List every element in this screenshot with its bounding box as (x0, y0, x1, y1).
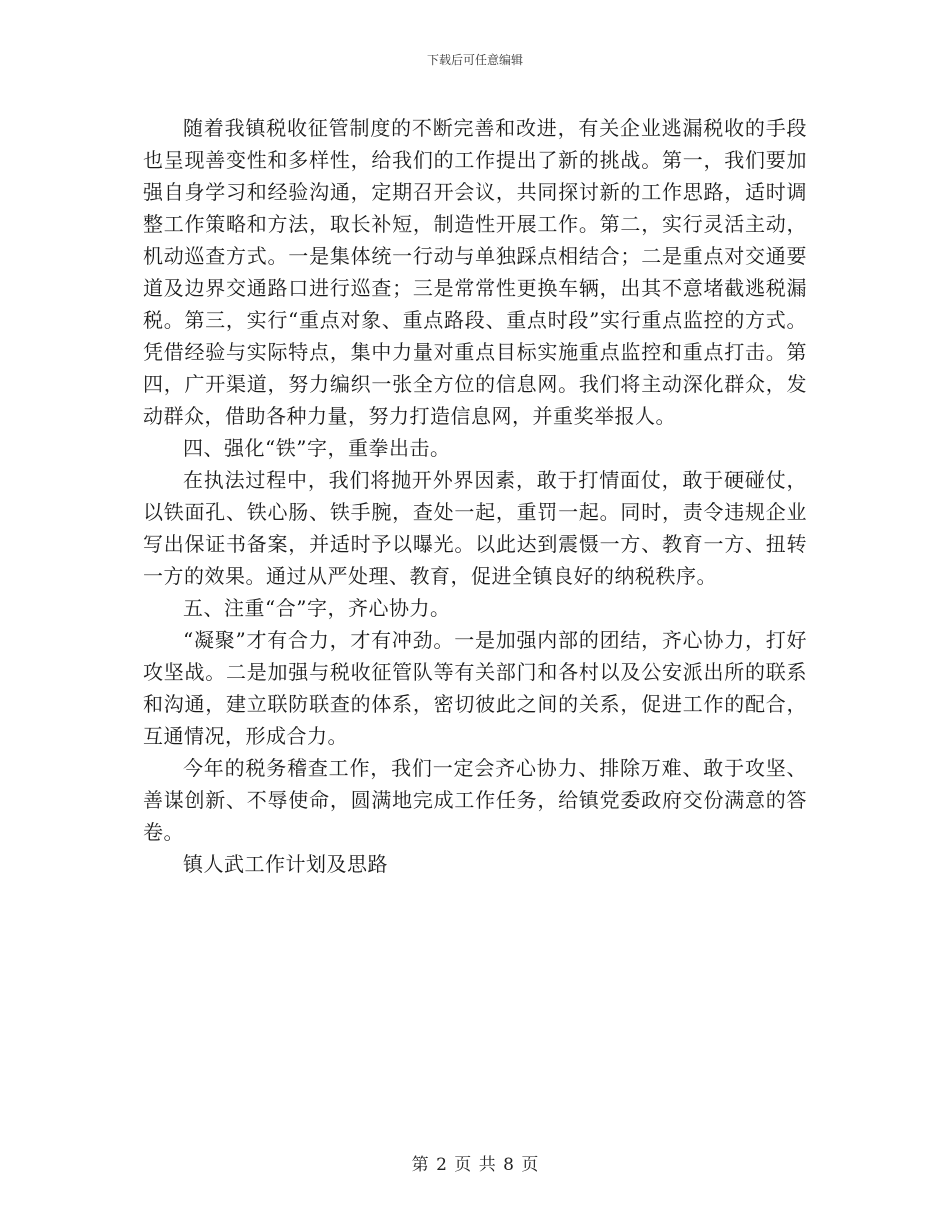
page-footer: 第 2 页 共 8 页 (411, 1155, 539, 1175)
paragraph-tax-inspection-methods: 随着我镇税收征管制度的不断完善和改进，有关企业逃漏税收的手段也呈现善变性和多样性，给我们的工作提出了新的挑战。第一，我们要加强自身学习和经验沟通，定期召开会议，共同探讨新的工作思路，适时调整工作策略和方法，取长补短，制造性开展工作。第二，实行灵活主动，机动巡查方式。一是集体统一行动与单独踩点相结合；二是重点对交通要道及边界交通路口进行巡查；三是常常性更换车辆，出其不意堵截逃税漏税。第三，实行“重点对象、重点路段、重点时段”实行重点监控的方式。凭借经验与实际特点，集中力量对重点目标实施重点监控和重点打击。第四，广开渠道，努力编织一张全方位的信息网。我们将主动深化群众，发动群众，借助各种力量，努力打造信息网，并重奖举报人。 (143, 116, 807, 428)
document-body (143, 112, 807, 880)
heading-section-four: 四、强化“铁”字，重拳出击。 (183, 436, 451, 460)
page-header: 下载后可任意编辑 (426, 53, 523, 67)
heading-section-five: 五、注重“合”字，齐心协力。 (183, 596, 451, 620)
paragraph-law-enforcement: 在执法过程中，我们将抛开外界因素，敢于打情面仗，敢于硬碰仗，以铁面孔、铁心肠、铁手腕，查处一起，重罚一起。同时，责令违规企业写出保证书备案，并适时予以曝光。以此达到震慑一方、教育一方、扭转一方的效果。通过从严处理、教育，促进全镇良好的纳税秩序。 (143, 468, 807, 588)
next-document-title: 镇人武工作计划及思路 (183, 852, 388, 876)
paragraph-conclusion: 今年的税务稽查工作，我们一定会齐心协力、排除万难、敢于攻坚、善谋创新、不辱使命，圆满地完成工作任务，给镇党委政府交份满意的答卷。 (143, 756, 807, 844)
paragraph-cooperation: “凝聚”才有合力，才有冲劲。一是加强内部的团结，齐心协力，打好攻坚战。二是加强与税收征管队等有关部门和各村以及公安派出所的联系和沟通，建立联防联查的体系，密切彼此之间的关系，促进工作的配合，互通情况，形成合力。 (143, 628, 807, 748)
